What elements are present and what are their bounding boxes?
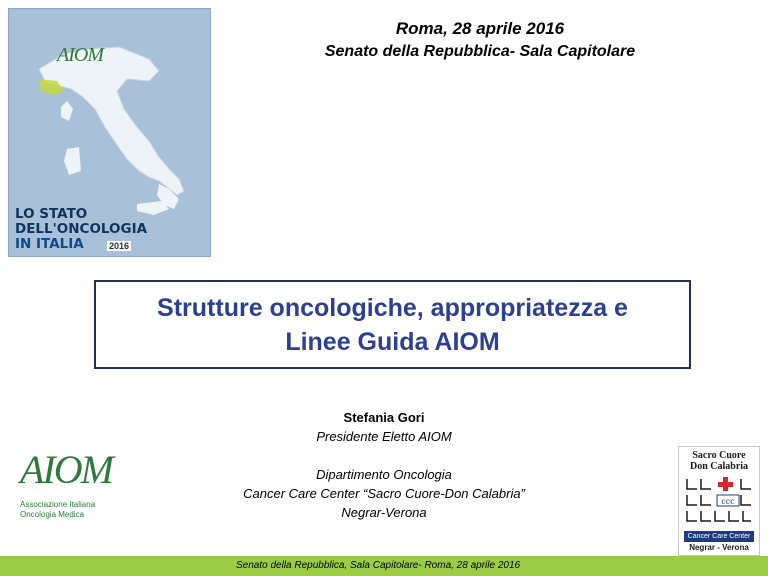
speaker-info bbox=[200, 408, 568, 522]
poster-title-line: DELL'ONCOLOGIA bbox=[15, 221, 148, 237]
event-header bbox=[230, 18, 730, 64]
speaker-department: Negrar-Verona bbox=[341, 505, 427, 520]
ccc-logo-title bbox=[683, 450, 755, 472]
footer-text: Senato della Repubblica, Sala Capitolare- Roma, 28 aprile 2016 bbox=[236, 560, 521, 571]
presentation-title-line: Strutture oncologiche, appropriatezza e bbox=[157, 293, 628, 322]
cancer-care-center-logo bbox=[678, 446, 760, 556]
speaker-department: Cancer Care Center “Sacro Cuore-Don Calabria” bbox=[243, 486, 525, 501]
aiom-subtitle-line: Associazione Italiana bbox=[20, 500, 96, 509]
ccc-grid-icon bbox=[685, 475, 753, 525]
presentation-title-line: Linee Guida AIOM bbox=[285, 327, 500, 356]
speaker-name: Stefania Gori bbox=[343, 410, 425, 425]
ccc-band: Cancer Care Center bbox=[684, 531, 754, 542]
event-date: Roma, 28 aprile 2016 bbox=[395, 19, 565, 38]
speaker-role: Presidente Eletto AIOM bbox=[316, 429, 452, 444]
poster-title-line: LO STATO bbox=[15, 206, 88, 222]
aiom-subtitle-line: Oncologia Medica bbox=[20, 510, 85, 519]
poster-title-line: IN ITALIA bbox=[15, 236, 84, 252]
footer-bar bbox=[0, 556, 768, 576]
poster-year: 2016 bbox=[109, 241, 130, 251]
ccc-badge-text: ccc bbox=[721, 497, 735, 506]
conference-poster bbox=[8, 8, 211, 257]
ccc-location: Negrar - Verona bbox=[689, 543, 749, 552]
aiom-logo-mark: AIOM bbox=[20, 447, 112, 492]
poster-aiom-logo: AIOM bbox=[57, 44, 103, 66]
speaker-department: Dipartimento Oncologia bbox=[316, 467, 452, 482]
aiom-logo-subtitle bbox=[20, 500, 95, 520]
ccc-title-line: Don Calabria bbox=[689, 461, 749, 472]
event-venue: Senato della Repubblica- Sala Capitolare bbox=[324, 43, 636, 60]
presentation-title-box bbox=[94, 280, 691, 369]
aiom-logo bbox=[6, 446, 116, 526]
ccc-title-line: Sacro Cuore bbox=[692, 450, 746, 461]
